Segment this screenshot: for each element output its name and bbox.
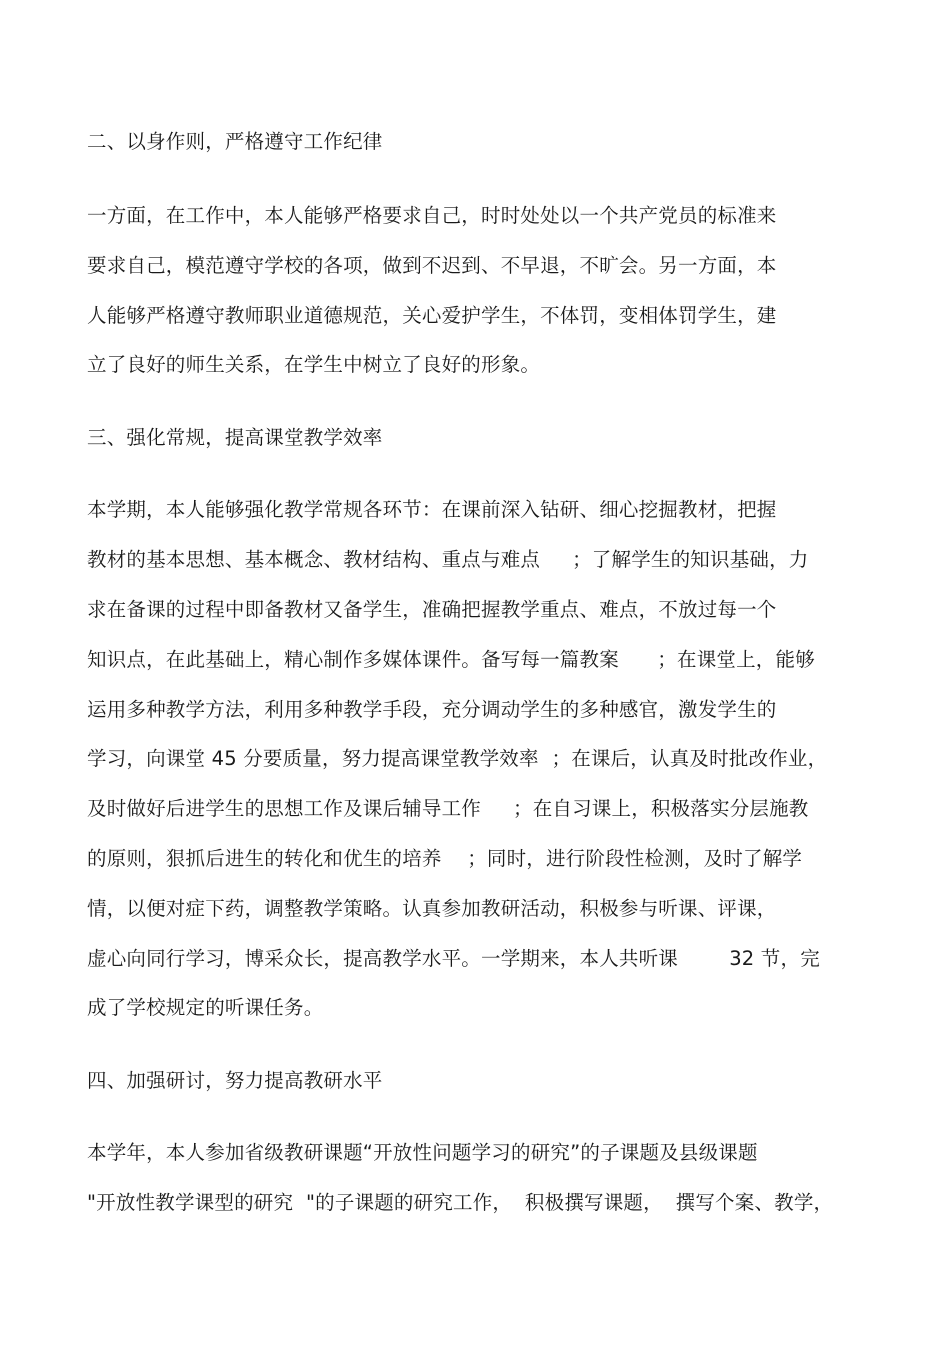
paragraph-line: 及时做好后进学生的思想工作及课后辅导工作 ；在自习课上，积极落实分层施教 bbox=[87, 797, 809, 820]
paragraph-line: 立了良好的师生关系，在学生中树立了良好的形象。 bbox=[87, 353, 541, 376]
paragraph-line: 学习，向课堂 45 分要质量，努力提高课堂教学效率 ；在课后，认真及时批改作业， bbox=[87, 747, 828, 770]
paragraph-line: 运用多种教学方法，利用多种教学手段，充分调动学生的多种感官，激发学生的 bbox=[87, 698, 777, 721]
paragraph-line: 要求自己，模范遵守学校的各项，做到不迟到、不早退，不旷会。另一方面，本 bbox=[87, 254, 777, 277]
paragraph-line: 教材的基本思想、基本概念、教材结构、重点与难点 ；了解学生的知识基础，力 bbox=[87, 548, 809, 571]
paragraph-line: 知识点，在此基础上，精心制作多媒体课件。备写每一篇教案 ；在课堂上，能够 bbox=[87, 648, 815, 671]
section-heading: 二、以身作则，严格遵守工作纪律 bbox=[87, 130, 383, 153]
paragraph-line: 本学年，本人参加省级教研课题“开放性问题学习的研究”的子课题及县级课题 bbox=[87, 1141, 758, 1164]
paragraph-line: 求在备课的过程中即备教材又备学生，准确把握教学重点、难点，不放过每一个 bbox=[87, 598, 777, 621]
section-heading: 四、加强研讨，努力提高教研水平 bbox=[87, 1069, 383, 1092]
paragraph-line: 成了学校规定的听课任务。 bbox=[87, 996, 324, 1019]
paragraph-line: 情，以便对症下药，调整教学策略。认真参加教研活动，积极参与听课、评课， bbox=[87, 897, 777, 920]
paragraph-line: 人能够严格遵守教师职业道德规范，关心爱护学生，不体罚，变相体罚学生，建 bbox=[87, 304, 777, 327]
section-heading: 三、强化常规，提高课堂教学效率 bbox=[87, 426, 383, 449]
paragraph-line: 的原则，狠抓后进生的转化和优生的培养 ；同时，进行阶段性检测，及时了解学 bbox=[87, 847, 803, 870]
paragraph-line: 虚心向同行学习，博采众长，提高教学水平。一学期来，本人共听课 32 节，完 bbox=[87, 947, 820, 970]
paragraph-line: 一方面，在工作中，本人能够严格要求自己，时时处处以一个共产党员的标准来 bbox=[87, 204, 777, 227]
paragraph-line: "开放性教学课型的研究 "的子课题的研究工作， 积极撰写课题， 撰写个案、教学， bbox=[87, 1191, 834, 1214]
paragraph-line: 本学期，本人能够强化教学常规各环节：在课前深入钻研、细心挖掘教材，把握 bbox=[87, 498, 777, 521]
